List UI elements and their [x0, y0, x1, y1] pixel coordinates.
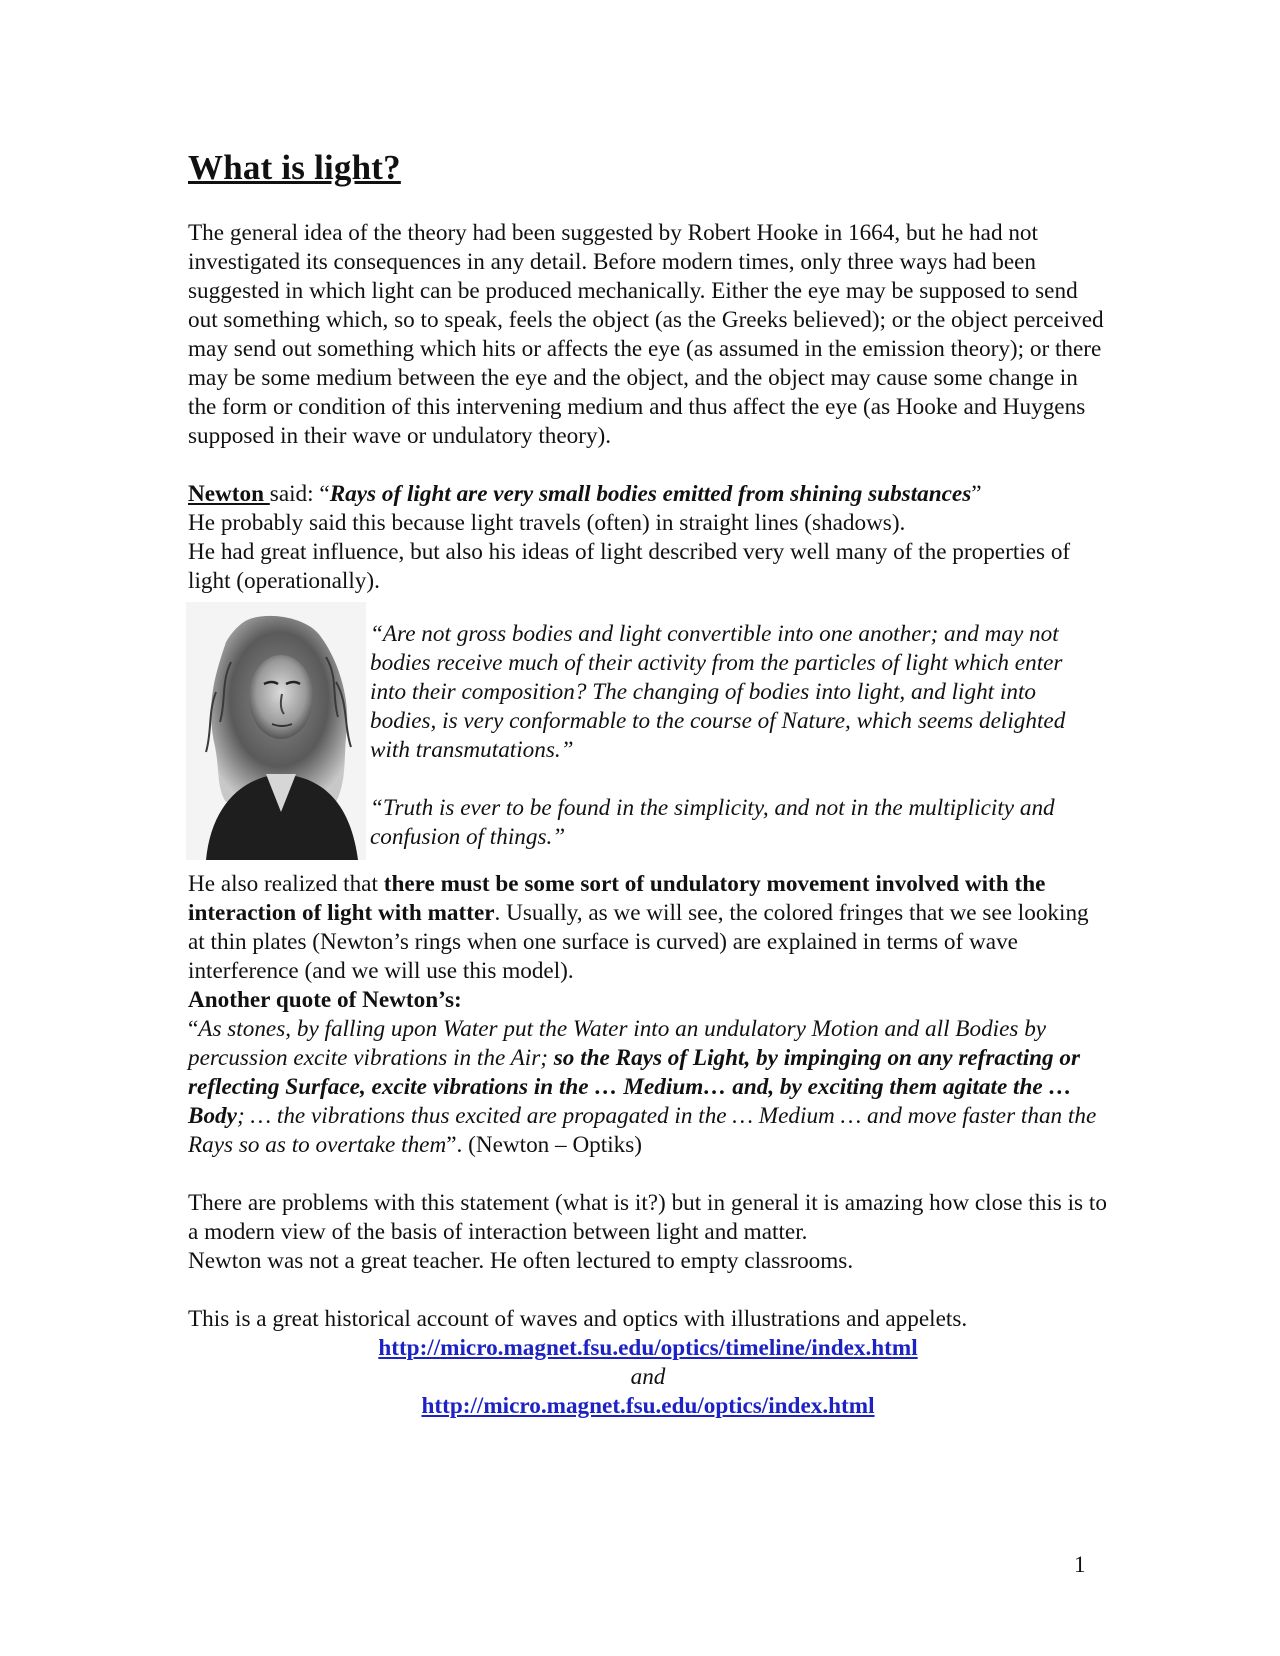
- optiks-close: ”. (Newton – Optiks): [446, 1132, 643, 1158]
- historical-line: This is a great historical account of waves and optics with illustrations and appelets.: [188, 1306, 968, 1332]
- optiks-italic-1: As stones, by falling upon Water put the Water into an undulatory Motion and all Bodies by percussion excite vibrations in the Air;: [188, 1016, 1047, 1071]
- intro-paragraph: The general idea of the theory had been suggested by Robert Hooke in 1664, but he had not investigated its consequences in any detail. Before modern times, only three ways had been suggested in which light can be produced mechanically. Either the eye may be supposed to send out something which, so to speak, feels the object (as the Greeks believed); or the object perceived may send out something which hits or affects the eye (as assumed in the emission theory); or there may be some medium between the eye and the object, and the object may cause some change in the form or condition of this intervening medium and thus affect the eye (as Hooke and Huygens supposed in their wave or undulatory theory).: [188, 220, 1104, 449]
- newton-said-line: [188, 480, 1108, 509]
- another-quote-heading: Another quote of Newton’s:: [188, 987, 462, 1013]
- optiks-quote: [188, 1015, 1108, 1160]
- truth-quote: “Truth is ever to be found in the simplicity, and not in the multiplicity and confusion of things.”: [370, 795, 1055, 850]
- teacher-line: Newton was not a great teacher. He often lectured to empty classrooms.: [188, 1248, 854, 1274]
- portrait-quote-block: [188, 600, 1108, 870]
- optiks-bold-italic: so the Rays of Light, by impinging on any refracting or reflecting Surface, excite vibrations in the … Medium… and, by exciting them agitate the … Body: [188, 1045, 1081, 1129]
- document-content: [188, 148, 1108, 1421]
- problems-paragraph: There are problems with this statement (what is it?) but in general it is amazing how close this is to a modern view of the basis of interaction between light and matter.: [188, 1190, 1107, 1245]
- quote-close: ”: [971, 481, 982, 507]
- undulatory-bold: there must be some sort of undulatory movement involved with the interaction of light with matter: [188, 871, 1046, 926]
- newton-name: Newton: [188, 481, 270, 507]
- optiks-open: “: [188, 1016, 199, 1042]
- newton-portrait-image: [186, 602, 366, 860]
- optiks-italic-2: ; … the vibrations thus excited are propagated in the … Medium … and move faster than the Rays so as to overtake them: [188, 1103, 1097, 1158]
- page-title: What is light?: [188, 148, 401, 187]
- optics-link[interactable]: http://micro.magnet.fsu.edu/optics/index.html: [421, 1393, 875, 1419]
- undulatory-lead: He also realized that: [188, 871, 384, 897]
- newton-rays-quote: Rays of light are very small bodies emitted from shining substances: [329, 481, 972, 507]
- page-number: 1: [1074, 1552, 1086, 1577]
- influence-line: He had great influence, but also his ideas of light described very well many of the properties of light (operationally).: [188, 539, 1071, 594]
- link-line-2: [188, 1392, 1108, 1421]
- transmutation-quote: “Are not gross bodies and light convertible into one another; and may not bodies receive much of their activity from the particles of light which enter into their composition? The changing of bodies into light, and light into bodies, is very conformable to the course of Nature, which seems delighted with transmutations.”: [370, 621, 1066, 763]
- said-text: said: “: [269, 481, 330, 507]
- link-line-1: [188, 1334, 1108, 1363]
- undulatory-rest: . Usually, as we will see, the colored fringes that we see looking at thin plates (Newton’s rings when one surface is curved) are explained in terms of wave interference (and we will use this model).: [188, 900, 1089, 984]
- undulatory-paragraph: [188, 870, 1108, 986]
- straight-lines-line: He probably said this because light travels (often) in straight lines (shadows).: [188, 510, 906, 536]
- timeline-link[interactable]: http://micro.magnet.fsu.edu/optics/timeline/index.html: [378, 1335, 918, 1361]
- and-text: and: [630, 1364, 666, 1390]
- newton-quotes: [370, 620, 1090, 852]
